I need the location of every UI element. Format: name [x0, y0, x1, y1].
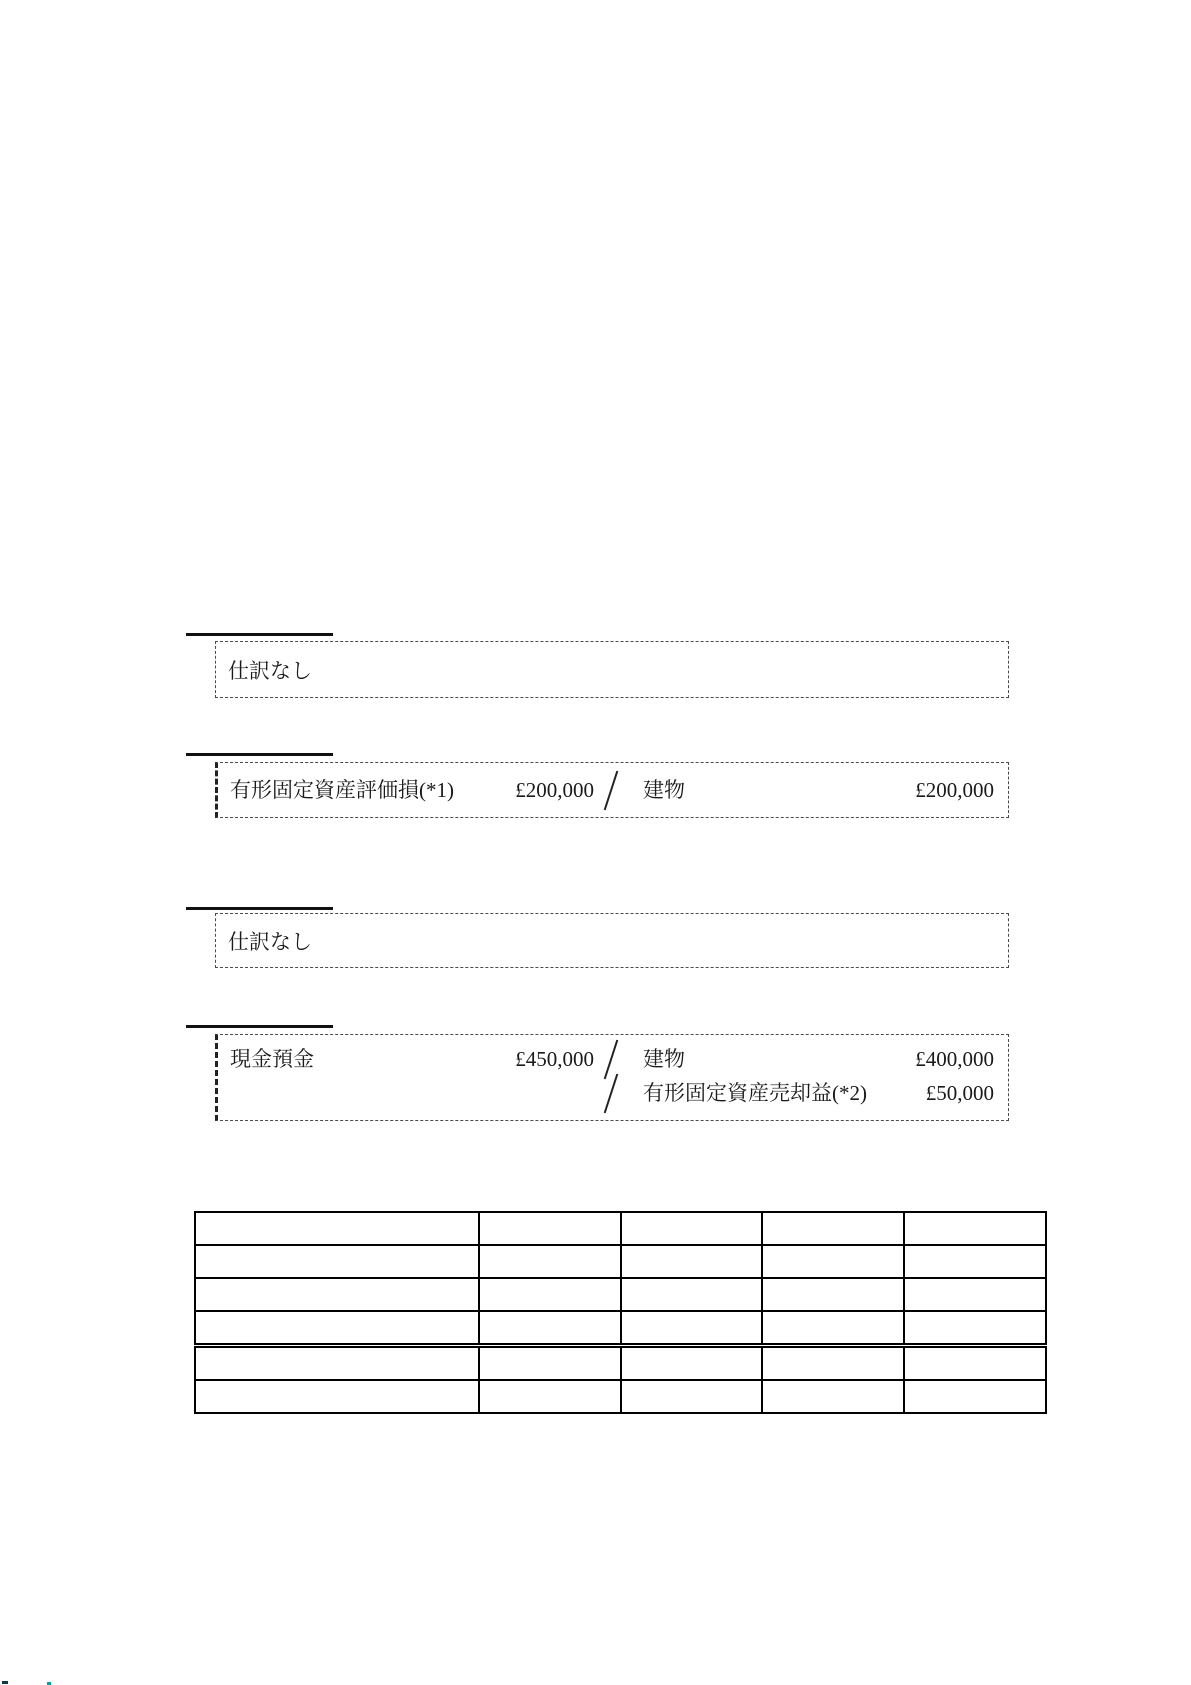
debit-amount: £200,000: [515, 778, 594, 802]
answer-box-no-entry-1[interactable]: [215, 641, 1009, 698]
answer-box-journal-1[interactable]: [215, 762, 1009, 818]
table-cell[interactable]: [904, 1245, 1046, 1278]
table-row: [195, 1346, 1046, 1381]
journal-line: [218, 774, 1008, 807]
credit-amount: £400,000: [915, 1047, 994, 1071]
credit-account: 建物: [643, 1047, 685, 1071]
table-cell[interactable]: [621, 1212, 762, 1245]
credit-amount: £50,000: [925, 1081, 994, 1105]
journal-line: [218, 1077, 1008, 1110]
section-rule: [186, 907, 333, 910]
table-row: [195, 1245, 1046, 1278]
table-cell[interactable]: [904, 1278, 1046, 1311]
section-rule: [186, 753, 333, 756]
table-cell[interactable]: [904, 1346, 1046, 1381]
no-entry-text: 仕訳なし: [228, 658, 312, 683]
table-row: [195, 1278, 1046, 1311]
table-cell[interactable]: [621, 1380, 762, 1413]
table-cell[interactable]: [621, 1346, 762, 1381]
no-entry-text: 仕訳なし: [228, 929, 312, 954]
credit-account: 有形固定資産売却益(*2): [643, 1081, 867, 1105]
table-cell[interactable]: [195, 1212, 479, 1245]
table-cell[interactable]: [479, 1212, 621, 1245]
table-cell[interactable]: [479, 1346, 621, 1381]
table-cell[interactable]: [479, 1278, 621, 1311]
answer-box-journal-2[interactable]: [215, 1034, 1009, 1121]
credit-account: 建物: [643, 778, 685, 802]
table-cell[interactable]: [195, 1380, 479, 1413]
page-edge-artifact: [2, 1681, 8, 1684]
table-row: [195, 1380, 1046, 1413]
table-cell[interactable]: [195, 1346, 479, 1381]
table-row: [195, 1212, 1046, 1245]
table-cell[interactable]: [621, 1278, 762, 1311]
table-cell[interactable]: [762, 1380, 904, 1413]
table-cell[interactable]: [762, 1346, 904, 1381]
debit-account: 現金預金: [230, 1047, 314, 1071]
table-cell[interactable]: [479, 1245, 621, 1278]
table-cell[interactable]: [904, 1311, 1046, 1346]
table-cell[interactable]: [621, 1245, 762, 1278]
answer-table: [194, 1211, 1047, 1414]
debit-amount: £450,000: [515, 1047, 594, 1071]
table-cell[interactable]: [195, 1278, 479, 1311]
entry-divider-slash-icon: [604, 771, 619, 811]
table-cell[interactable]: [621, 1311, 762, 1346]
credit-amount: £200,000: [915, 778, 994, 802]
table-cell[interactable]: [762, 1245, 904, 1278]
table-cell[interactable]: [195, 1245, 479, 1278]
table-cell[interactable]: [195, 1311, 479, 1346]
table-cell[interactable]: [479, 1311, 621, 1346]
table-cell[interactable]: [479, 1380, 621, 1413]
entry-divider-slash-icon: [604, 1074, 619, 1114]
section-rule: [186, 1025, 333, 1028]
debit-account: 有形固定資産評価損(*1): [230, 778, 454, 802]
journal-line: [218, 1043, 1008, 1076]
table-cell[interactable]: [762, 1212, 904, 1245]
table-cell[interactable]: [762, 1278, 904, 1311]
table-cell[interactable]: [904, 1380, 1046, 1413]
table-cell[interactable]: [762, 1311, 904, 1346]
answer-box-no-entry-2[interactable]: [215, 913, 1009, 968]
table-row: [195, 1311, 1046, 1346]
table-cell[interactable]: [904, 1212, 1046, 1245]
section-rule: [186, 633, 333, 636]
